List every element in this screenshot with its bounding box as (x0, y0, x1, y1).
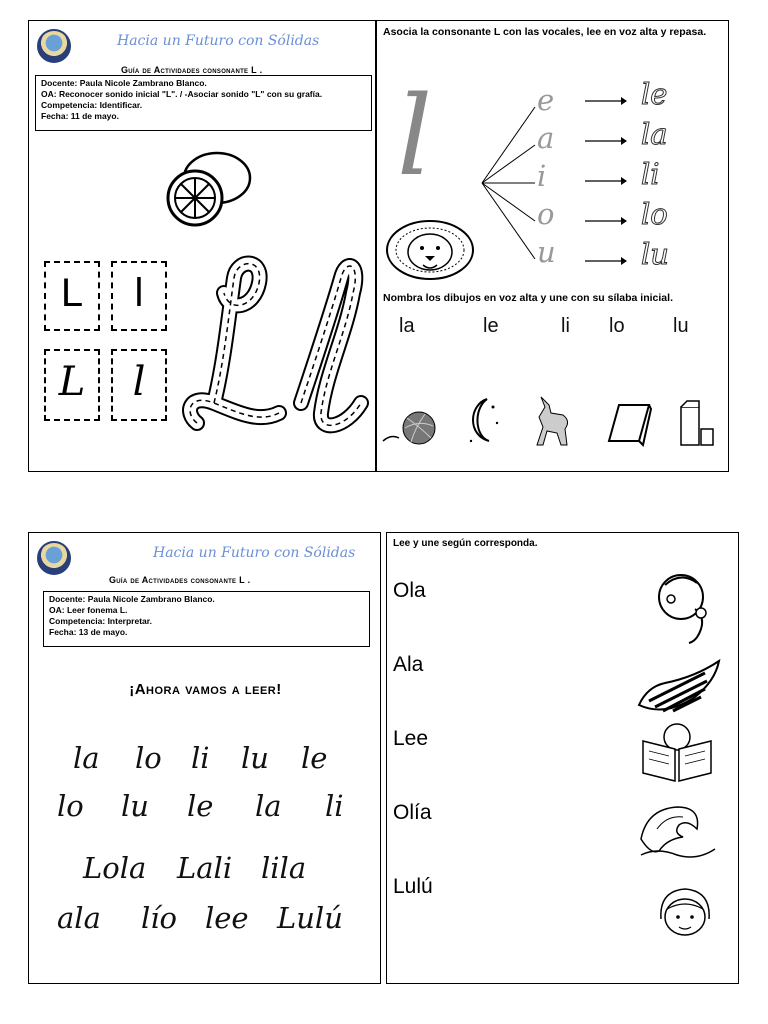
reading-row-3-word-3: lila (261, 851, 307, 885)
guide-title: Guía de Actividades consonante L . (121, 65, 263, 75)
moon-icon (463, 393, 503, 447)
reading-row-1-word-4: lu (241, 741, 269, 775)
reading-row-2-word-3: le (187, 789, 214, 823)
word-ala: Ala (393, 653, 424, 676)
word-olia: Olía (393, 801, 432, 824)
school-logo (37, 29, 71, 63)
vowel-u: u (537, 235, 556, 269)
big-cursive-l-trace (291, 253, 371, 438)
lion-icon (385, 219, 475, 281)
big-cursive-L-trace (179, 253, 289, 438)
reading-row-4-word-4: Lulú (277, 901, 343, 935)
syllable-lu: lu (673, 315, 689, 337)
reading-row-4-word-1: ala (57, 901, 101, 935)
page1-left-panel (28, 20, 376, 472)
reading-heading: ¡Ahora vamos a leer! (129, 681, 282, 698)
reading-row-1-word-5: le (301, 741, 328, 775)
reading-row-4-word-2: lío (141, 901, 178, 935)
teacher-line: Docente: Paula Nicole Zambrano Blanco. (41, 78, 207, 88)
syllable-le: le (483, 315, 499, 337)
guide-title: Guía de Actividades consonante L . (109, 575, 251, 585)
reading-row-3-word-1: Lola (83, 851, 147, 885)
milk-icon (677, 399, 717, 447)
vowel-arrows (583, 91, 628, 271)
word-lulu: Lulú (393, 875, 433, 898)
competence-line: Competencia: Interpretar. (49, 616, 152, 626)
instruction-read-match: Lee y une según corresponda. (393, 538, 538, 549)
letter-box-upper-print-label: L (60, 271, 84, 315)
objective-line: OA: Reconocer sonido inicial "L". / -Asociar sonido "L" con su grafía. (41, 89, 323, 99)
letter-box-lower-cursive-label: l (132, 359, 146, 405)
syllable-lo: lo (609, 315, 625, 337)
letter-box-upper-cursive-label: L (58, 359, 86, 405)
word-lee: Lee (393, 727, 429, 750)
reading-row-2-word-1: lo (57, 789, 84, 823)
child-smelling-flower-icon (655, 569, 717, 645)
competence-line: Competencia: Identificar. (41, 100, 143, 110)
school-logo (37, 541, 71, 575)
wolf-icon (529, 393, 579, 449)
vowel-e: e (537, 83, 555, 117)
school-motto: Hacia un Futuro con Sólidas (117, 33, 320, 49)
reading-row-1-word-1: la (73, 741, 100, 775)
instruction-associate: Asocia la consonante L con las vocales, lee en voz alta y repasa. (383, 26, 707, 38)
page2-left-panel (28, 532, 381, 984)
instruction-name-pictures: Nombra los dibujos en voz alta y une con su sílaba inicial. (383, 292, 673, 304)
consonant-l: l (397, 72, 433, 200)
school-motto: Hacia un Futuro con Sólidas (153, 545, 356, 561)
traced-syllable-la: la (641, 117, 668, 151)
traced-syllable-lo: lo (641, 197, 668, 231)
syllable-la: la (399, 315, 415, 337)
page1-right-panel (376, 20, 729, 472)
reading-row-4-word-3: lee (205, 901, 249, 935)
teacher-line: Docente: Paula Nicole Zambrano Blanco. (49, 594, 215, 604)
lemon-icon (157, 146, 257, 231)
wing-icon (635, 657, 721, 717)
reading-row-2-word-2: lu (121, 789, 149, 823)
date-line: Fecha: 13 de mayo. (49, 627, 128, 637)
book-icon (605, 399, 653, 447)
traced-syllable-lu: lu (641, 237, 669, 271)
girl-face-icon (655, 885, 715, 939)
info-box (43, 591, 370, 647)
traced-syllable-le: le (641, 77, 668, 111)
objective-line: OA: Leer fonema L. (49, 605, 128, 615)
page2-right-panel (386, 532, 739, 984)
wave-icon (637, 799, 719, 861)
reading-row-2-word-4: la (255, 789, 282, 823)
traced-syllable-li: li (641, 157, 660, 191)
reading-row-3-word-2: Lali (177, 851, 233, 885)
info-box (35, 75, 372, 131)
syllable-li: li (561, 315, 570, 337)
letter-box-lower-print-label: l (134, 271, 144, 315)
yarn-ball-icon (381, 406, 441, 446)
reading-row-2-word-5: li (325, 789, 344, 823)
reading-row-1-word-3: li (191, 741, 210, 775)
child-reading-icon (637, 719, 717, 785)
date-line: Fecha: 11 de mayo. (41, 111, 119, 121)
vowel-o: o (537, 197, 555, 231)
vowel-a: a (537, 121, 555, 155)
word-ola: Ola (393, 579, 426, 602)
vowel-i: i (537, 159, 547, 193)
reading-row-1-word-2: lo (135, 741, 162, 775)
